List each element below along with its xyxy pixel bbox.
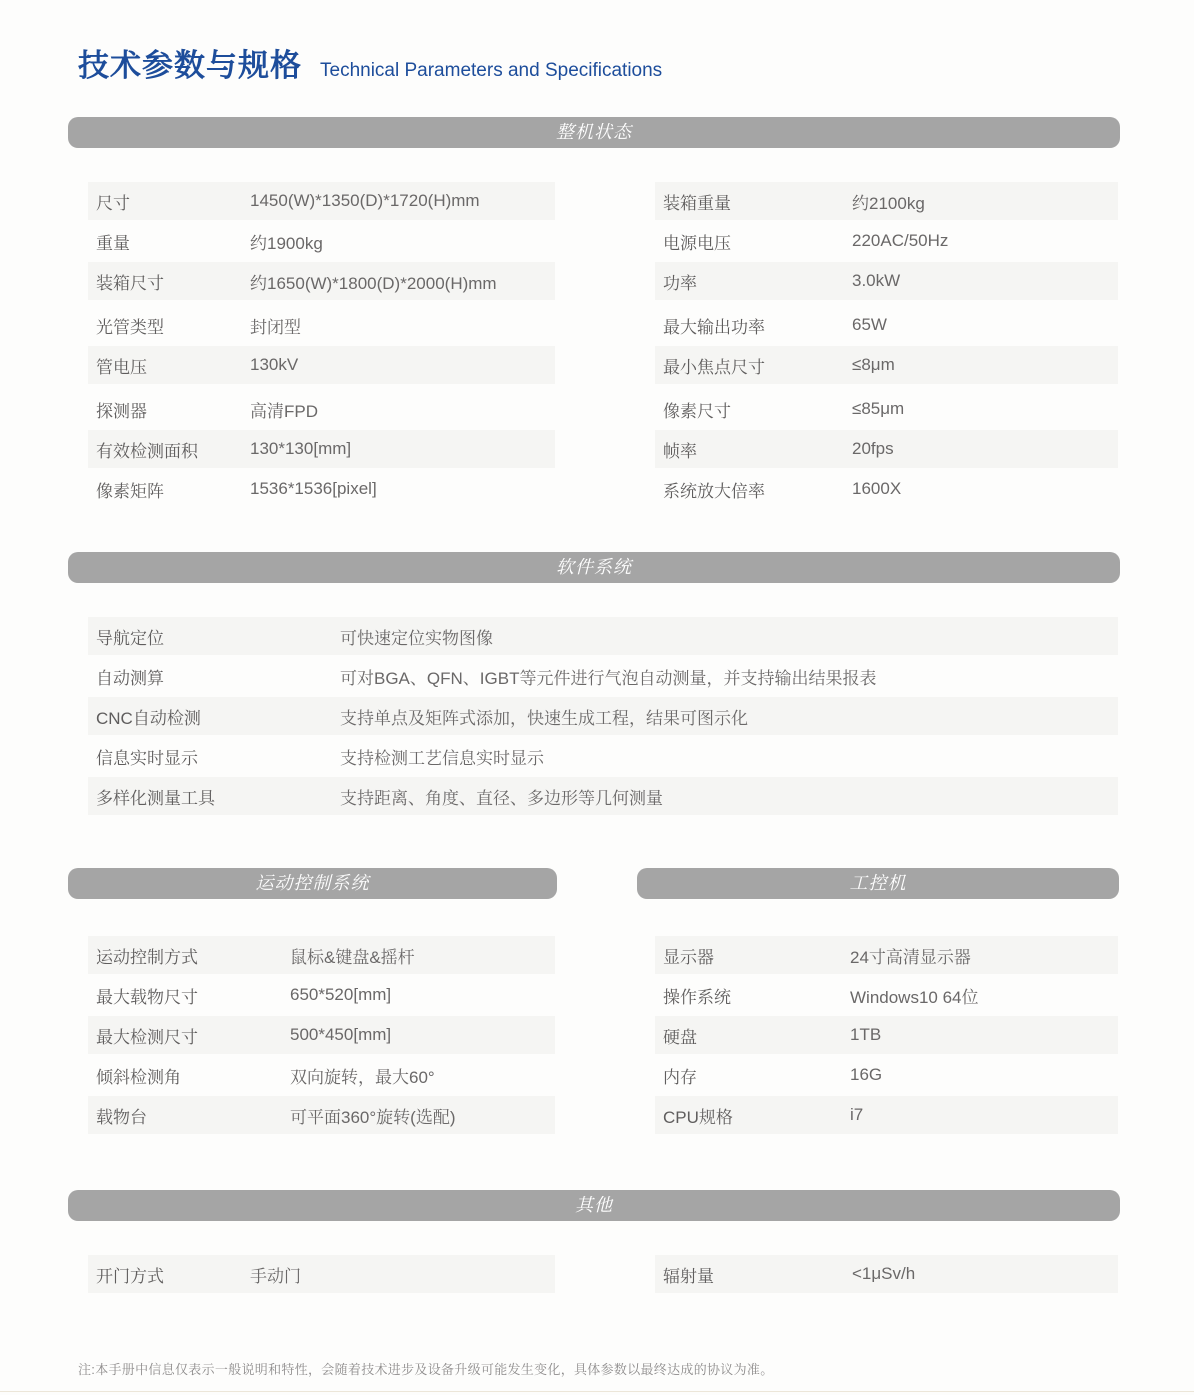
- spec-value: 220AC/50Hz: [852, 231, 949, 250]
- table-row: [655, 976, 1118, 1014]
- ipc-table: [655, 936, 1119, 1134]
- spec-value: 支持单点及矩阵式添加，快速生成工程，结果可图示化: [340, 708, 748, 728]
- table-row: [655, 262, 1118, 300]
- table-row: [88, 976, 555, 1014]
- spec-label: 多样化测量工具: [96, 788, 215, 808]
- table-row: [655, 346, 1118, 384]
- spec-value: 130kV: [250, 355, 299, 374]
- spec-value: <1μSv/h: [852, 1264, 916, 1283]
- spec-value: 手动门: [250, 1266, 301, 1286]
- spec-value: 约2100kg: [852, 193, 925, 213]
- table-row: [88, 697, 1118, 735]
- spec-label: 电源电压: [663, 233, 731, 253]
- other-left-column: [88, 1255, 555, 1295]
- section-header-ipc: 工控机: [637, 868, 1119, 899]
- table-row: [655, 470, 1118, 508]
- spec-label: 导航定位: [96, 628, 164, 648]
- table-row: [88, 306, 555, 344]
- spec-label: 操作系统: [663, 987, 731, 1007]
- spec-value: 封闭型: [250, 317, 301, 337]
- spec-value: 可对BGA、QFN、IGBT等元件进行气泡自动测量，并支持输出结果报表: [340, 668, 877, 688]
- spec-label: 装箱尺寸: [96, 273, 164, 293]
- spec-value: ≤8μm: [852, 355, 895, 374]
- spec-value: 约1650(W)*1800(D)*2000(H)mm: [250, 273, 497, 293]
- spec-value: 65W: [852, 315, 887, 334]
- spec-value: 24寸高清显示器: [850, 947, 971, 967]
- spec-label: 功率: [663, 273, 697, 293]
- software-table: [88, 617, 1118, 815]
- table-row: [88, 222, 555, 260]
- footnote: 注:本手册中信息仅表示一般说明和特性，会随着技术进步及设备升级可能发生变化，具体参数以最终达成的协议为准。: [78, 1362, 774, 1377]
- spec-label: 探测器: [96, 401, 147, 421]
- spec-value: 1450(W)*1350(D)*1720(H)mm: [250, 191, 480, 210]
- spec-value: 支持检测工艺信息实时显示: [340, 748, 544, 768]
- table-row: [88, 936, 555, 974]
- table-row: [655, 430, 1118, 468]
- table-row: [88, 1096, 555, 1134]
- table-row: [88, 390, 555, 428]
- other-table: [68, 1255, 1120, 1295]
- spec-value: 高清FPD: [250, 401, 318, 421]
- spec-label: 最大输出功率: [663, 317, 765, 337]
- spec-label: CNC自动检测: [96, 708, 201, 728]
- page-title-en: Technical Parameters and Specifications: [320, 60, 663, 81]
- table-row: [88, 346, 555, 384]
- table-row: [88, 1255, 555, 1293]
- spec-label: 像素矩阵: [96, 481, 164, 501]
- section-header-software: 软件系统: [68, 552, 1120, 583]
- machine-status-table: [68, 182, 1120, 510]
- machine-status-right-column: [655, 182, 1118, 510]
- spec-label: 显示器: [663, 947, 714, 967]
- table-row: [88, 430, 555, 468]
- table-row: [88, 182, 555, 220]
- spec-label: 最大检测尺寸: [96, 1027, 198, 1047]
- table-row: [88, 657, 1118, 695]
- other-right-column: [655, 1255, 1118, 1295]
- machine-status-left-column: [88, 182, 555, 510]
- table-row: [655, 1056, 1118, 1094]
- motion-table: [88, 936, 557, 1134]
- spec-label: 辐射量: [663, 1266, 714, 1286]
- table-row: [88, 1056, 555, 1094]
- section-header-other: 其他: [68, 1190, 1120, 1221]
- spec-value: 1TB: [850, 1025, 882, 1044]
- section-header-machine-status: 整机状态: [68, 117, 1120, 148]
- spec-label: 最大载物尺寸: [96, 987, 198, 1007]
- spec-value: 鼠标&键盘&摇杆: [290, 947, 415, 967]
- table-row: [88, 617, 1118, 655]
- spec-label: 自动测算: [96, 668, 164, 688]
- spec-value: 双向旋转，最大60°: [290, 1067, 435, 1087]
- spec-label: 开门方式: [96, 1266, 164, 1286]
- spec-value: 支持距离、角度、直径、多边形等几何测量: [340, 788, 663, 808]
- spec-value: 130*130[mm]: [250, 439, 352, 458]
- table-row: [88, 262, 555, 300]
- spec-label: 运动控制方式: [96, 947, 198, 967]
- ipc-section: [637, 868, 1119, 1136]
- table-row: [655, 306, 1118, 344]
- spec-value: 可平面360°旋转(选配): [290, 1107, 456, 1127]
- spec-value: 500*450[mm]: [290, 1025, 392, 1044]
- page-title: [68, 40, 1120, 85]
- spec-label: 重量: [96, 233, 130, 253]
- spec-value: Windows10 64位: [850, 987, 979, 1007]
- table-row: [88, 737, 1118, 775]
- spec-label: 最小焦点尺寸: [663, 357, 765, 377]
- page-title-zh: 技术参数与规格: [78, 48, 302, 83]
- spec-value: 约1900kg: [250, 233, 323, 253]
- table-row: [655, 390, 1118, 428]
- spec-value: 可快速定位实物图像: [340, 628, 493, 648]
- table-row: [88, 1016, 555, 1054]
- spec-label: 载物台: [96, 1107, 147, 1127]
- table-row: [655, 222, 1118, 260]
- bottom-divider: [0, 1391, 1194, 1392]
- spec-label: 有效检测面积: [96, 441, 198, 461]
- table-row: [655, 1096, 1118, 1134]
- spec-value: ≤85μm: [852, 399, 905, 418]
- spec-label: 管电压: [96, 357, 147, 377]
- table-row: [655, 1016, 1118, 1054]
- table-row: [88, 470, 555, 508]
- spec-label: 系统放大倍率: [663, 481, 765, 501]
- spec-value: 20fps: [852, 439, 894, 458]
- spec-label: 倾斜检测角: [96, 1067, 181, 1087]
- spec-value: 1536*1536[pixel]: [250, 479, 377, 498]
- table-row: [655, 936, 1118, 974]
- section-header-motion: 运动控制系统: [68, 868, 557, 899]
- table-row: [655, 182, 1118, 220]
- motion-and-ipc-sections: [68, 868, 1120, 1136]
- spec-value: 3.0kW: [852, 271, 901, 290]
- spec-label: 硬盘: [663, 1027, 697, 1047]
- table-row: [88, 777, 1118, 815]
- spec-label: CPU规格: [663, 1107, 733, 1127]
- spec-label: 像素尺寸: [663, 401, 731, 421]
- spec-value: 1600X: [852, 479, 902, 498]
- spec-label: 信息实时显示: [96, 748, 198, 768]
- spec-label: 光管类型: [96, 317, 164, 337]
- spec-label: 装箱重量: [663, 193, 731, 213]
- table-row: [655, 1255, 1118, 1293]
- spec-label: 帧率: [663, 441, 697, 461]
- spec-label: 尺寸: [96, 193, 130, 213]
- spec-label: 内存: [663, 1067, 697, 1087]
- motion-section: [68, 868, 557, 1136]
- spec-value: i7: [850, 1105, 864, 1124]
- spec-value: 650*520[mm]: [290, 985, 392, 1004]
- spec-value: 16G: [850, 1065, 883, 1084]
